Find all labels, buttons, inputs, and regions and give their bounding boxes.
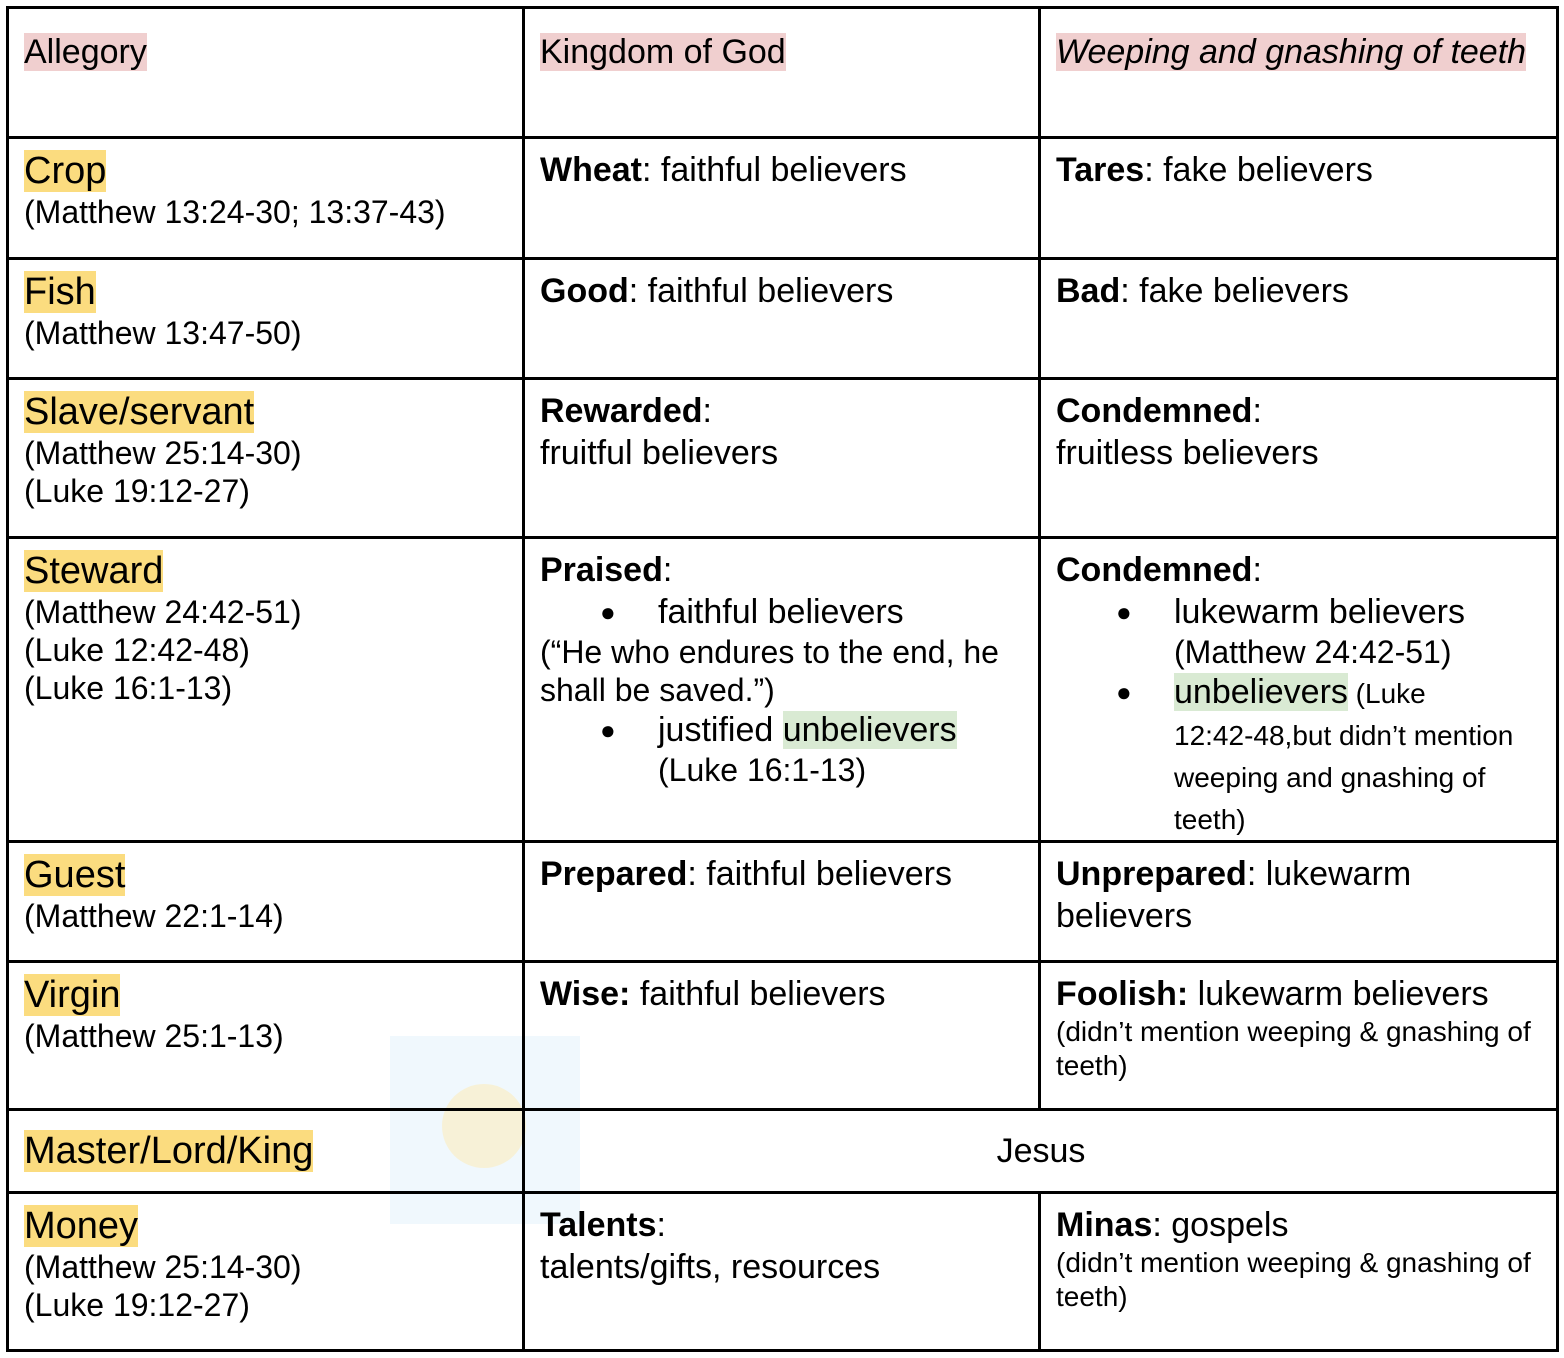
header-weeping: Weeping and gnashing of teeth xyxy=(1056,33,1527,71)
kingdom-label: Rewarded xyxy=(540,392,703,430)
weeping-label: Foolish: xyxy=(1056,975,1189,1013)
kingdom-label: Wheat xyxy=(540,151,642,189)
allegory-cell xyxy=(8,259,524,379)
weeping-text: : fake believers xyxy=(1120,272,1349,310)
weeping-cell xyxy=(1040,138,1558,259)
merged-text: Jesus xyxy=(996,1132,1086,1170)
allegory-name: Steward xyxy=(24,550,164,592)
kingdom-text: talents/gifts, resources xyxy=(540,1248,881,1286)
merged-cell xyxy=(524,1110,1558,1193)
allegory-name: Crop xyxy=(24,150,107,192)
weeping-label: Condemned xyxy=(1056,392,1253,430)
kingdom-cell xyxy=(524,138,1040,259)
bullet-text: justified xyxy=(658,711,783,749)
list-item xyxy=(1174,671,1542,839)
allegory-name: Slave/servant xyxy=(24,391,255,433)
weeping-cell xyxy=(1040,1193,1558,1351)
table-row xyxy=(8,379,1558,538)
allegory-cell xyxy=(8,962,524,1110)
kingdom-quote: (“He who endures to the end, he shall be saved.”) xyxy=(540,634,999,708)
weeping-label: Bad xyxy=(1056,272,1121,310)
scripture-ref: (Matthew 25:14-30) xyxy=(24,1249,302,1285)
allegory-name: Fish xyxy=(24,271,96,313)
allegory-cell xyxy=(8,379,524,538)
kingdom-cell xyxy=(524,259,1040,379)
weeping-text: lukewarm believers xyxy=(1188,975,1489,1013)
header-cell-weeping xyxy=(1040,8,1558,138)
header-allegory: Allegory xyxy=(24,33,147,71)
kingdom-text: faithful believers xyxy=(630,975,886,1013)
kingdom-label: Prepared xyxy=(540,855,688,893)
kingdom-text: : faithful believers xyxy=(687,855,952,893)
scripture-ref: (Luke 12:42-48) xyxy=(24,632,250,668)
weeping-cell xyxy=(1040,842,1558,962)
kingdom-cell xyxy=(524,842,1040,962)
allegory-cell xyxy=(8,1193,524,1351)
table-row xyxy=(8,1110,1558,1193)
scripture-ref: (Luke 16:1-13) xyxy=(24,670,233,706)
table-row xyxy=(8,1193,1558,1351)
kingdom-bullets xyxy=(540,591,1024,633)
allegory-cell xyxy=(8,538,524,842)
scripture-ref: (Luke 19:12-27) xyxy=(24,1287,250,1323)
scripture-ref: (Matthew 25:1-13) xyxy=(24,1018,284,1054)
kingdom-cell: Rewarded: fruitful believers xyxy=(524,379,1040,538)
scripture-ref: (Matthew 25:14-30) xyxy=(24,435,302,471)
unbelievers-highlight: unbelievers xyxy=(1174,673,1348,711)
scripture-ref: (Luke 19:12-27) xyxy=(24,473,250,509)
bullet-note: 12:42-48,but didn’t mention weeping and gnashing of teeth) xyxy=(1174,720,1514,835)
kingdom-text: : faithful believers xyxy=(642,151,907,189)
kingdom-label: Good xyxy=(540,272,629,310)
list-item: ● faithful believers xyxy=(658,591,1024,633)
weeping-text: : fake believers xyxy=(1144,151,1373,189)
allegory-name: Master/Lord/King xyxy=(24,1130,314,1172)
kingdom-bullets xyxy=(540,709,1024,789)
unbelievers-highlight: unbelievers xyxy=(782,711,957,749)
table-row xyxy=(8,259,1558,379)
kingdom-cell xyxy=(524,962,1040,1110)
weeping-cell: Condemned: fruitless believers xyxy=(1040,379,1558,538)
weeping-label: Condemned xyxy=(1056,551,1253,589)
header-cell-kingdom xyxy=(524,8,1040,138)
kingdom-text: fruitful believers xyxy=(540,434,779,472)
weeping-label: Minas xyxy=(1056,1206,1153,1244)
scripture-ref: (Matthew 13:47-50) xyxy=(24,315,302,351)
allegory-cell xyxy=(8,842,524,962)
bullet-text: lukewarm believers xyxy=(1174,593,1465,631)
scripture-ref: (Matthew 22:1-14) xyxy=(24,898,284,934)
header-kingdom: Kingdom of God xyxy=(540,33,786,71)
allegory-name: Guest xyxy=(24,854,126,896)
weeping-label: Tares xyxy=(1056,151,1145,189)
scripture-ref: (Matthew 24:42-51) xyxy=(1174,634,1452,670)
kingdom-cell: Praised: ● faithful believers (“He who endures to the end, he shall be saved.”) ● justified unbelievers (Luke 16:1-13) xyxy=(524,538,1040,842)
weeping-cell xyxy=(1040,962,1558,1110)
scripture-ref: (Luke 16:1-13) xyxy=(658,752,867,788)
kingdom-text: : faithful believers xyxy=(628,272,894,310)
weeping-note: (didn’t mention weeping & gnashing of teeth) xyxy=(1056,1016,1531,1081)
list-item xyxy=(658,709,1024,789)
weeping-text: : lukewarm believers xyxy=(1056,855,1412,935)
kingdom-label: Praised xyxy=(540,551,663,589)
allegory-cell xyxy=(8,138,524,259)
weeping-text: : gospels xyxy=(1152,1206,1289,1244)
table-row xyxy=(8,842,1558,962)
bullet-note: (Luke xyxy=(1347,678,1426,709)
header-cell-allegory xyxy=(8,8,524,138)
weeping-bullets xyxy=(1056,591,1542,839)
table-row xyxy=(8,962,1558,1110)
weeping-note: (didn’t mention weeping & gnashing of teeth) xyxy=(1056,1247,1531,1312)
allegory-table xyxy=(6,6,1559,1352)
kingdom-cell: Talents: talents/gifts, resources xyxy=(524,1193,1040,1351)
kingdom-label: Wise: xyxy=(540,975,631,1013)
allegory-name: Money xyxy=(24,1205,139,1247)
kingdom-label: Talents xyxy=(540,1206,657,1244)
allegory-cell xyxy=(8,1110,524,1193)
weeping-text: fruitless believers xyxy=(1056,434,1319,472)
table-row xyxy=(8,538,1558,842)
weeping-label: Unprepared xyxy=(1056,855,1247,893)
weeping-cell: Condemned: ● lukewarm believers (Matthew 24:42-51) ● unbelievers (Luke 12:42-48,but didn’t mention weeping and gnashing of teeth) xyxy=(1040,538,1558,842)
allegory-name: Virgin xyxy=(24,974,121,1016)
header-row xyxy=(8,8,1558,138)
scripture-ref: (Matthew 24:42-51) xyxy=(24,594,302,630)
list-item xyxy=(1174,591,1542,671)
weeping-cell xyxy=(1040,259,1558,379)
table-row xyxy=(8,138,1558,259)
scripture-ref: (Matthew 13:24-30; 13:37-43) xyxy=(24,194,446,230)
